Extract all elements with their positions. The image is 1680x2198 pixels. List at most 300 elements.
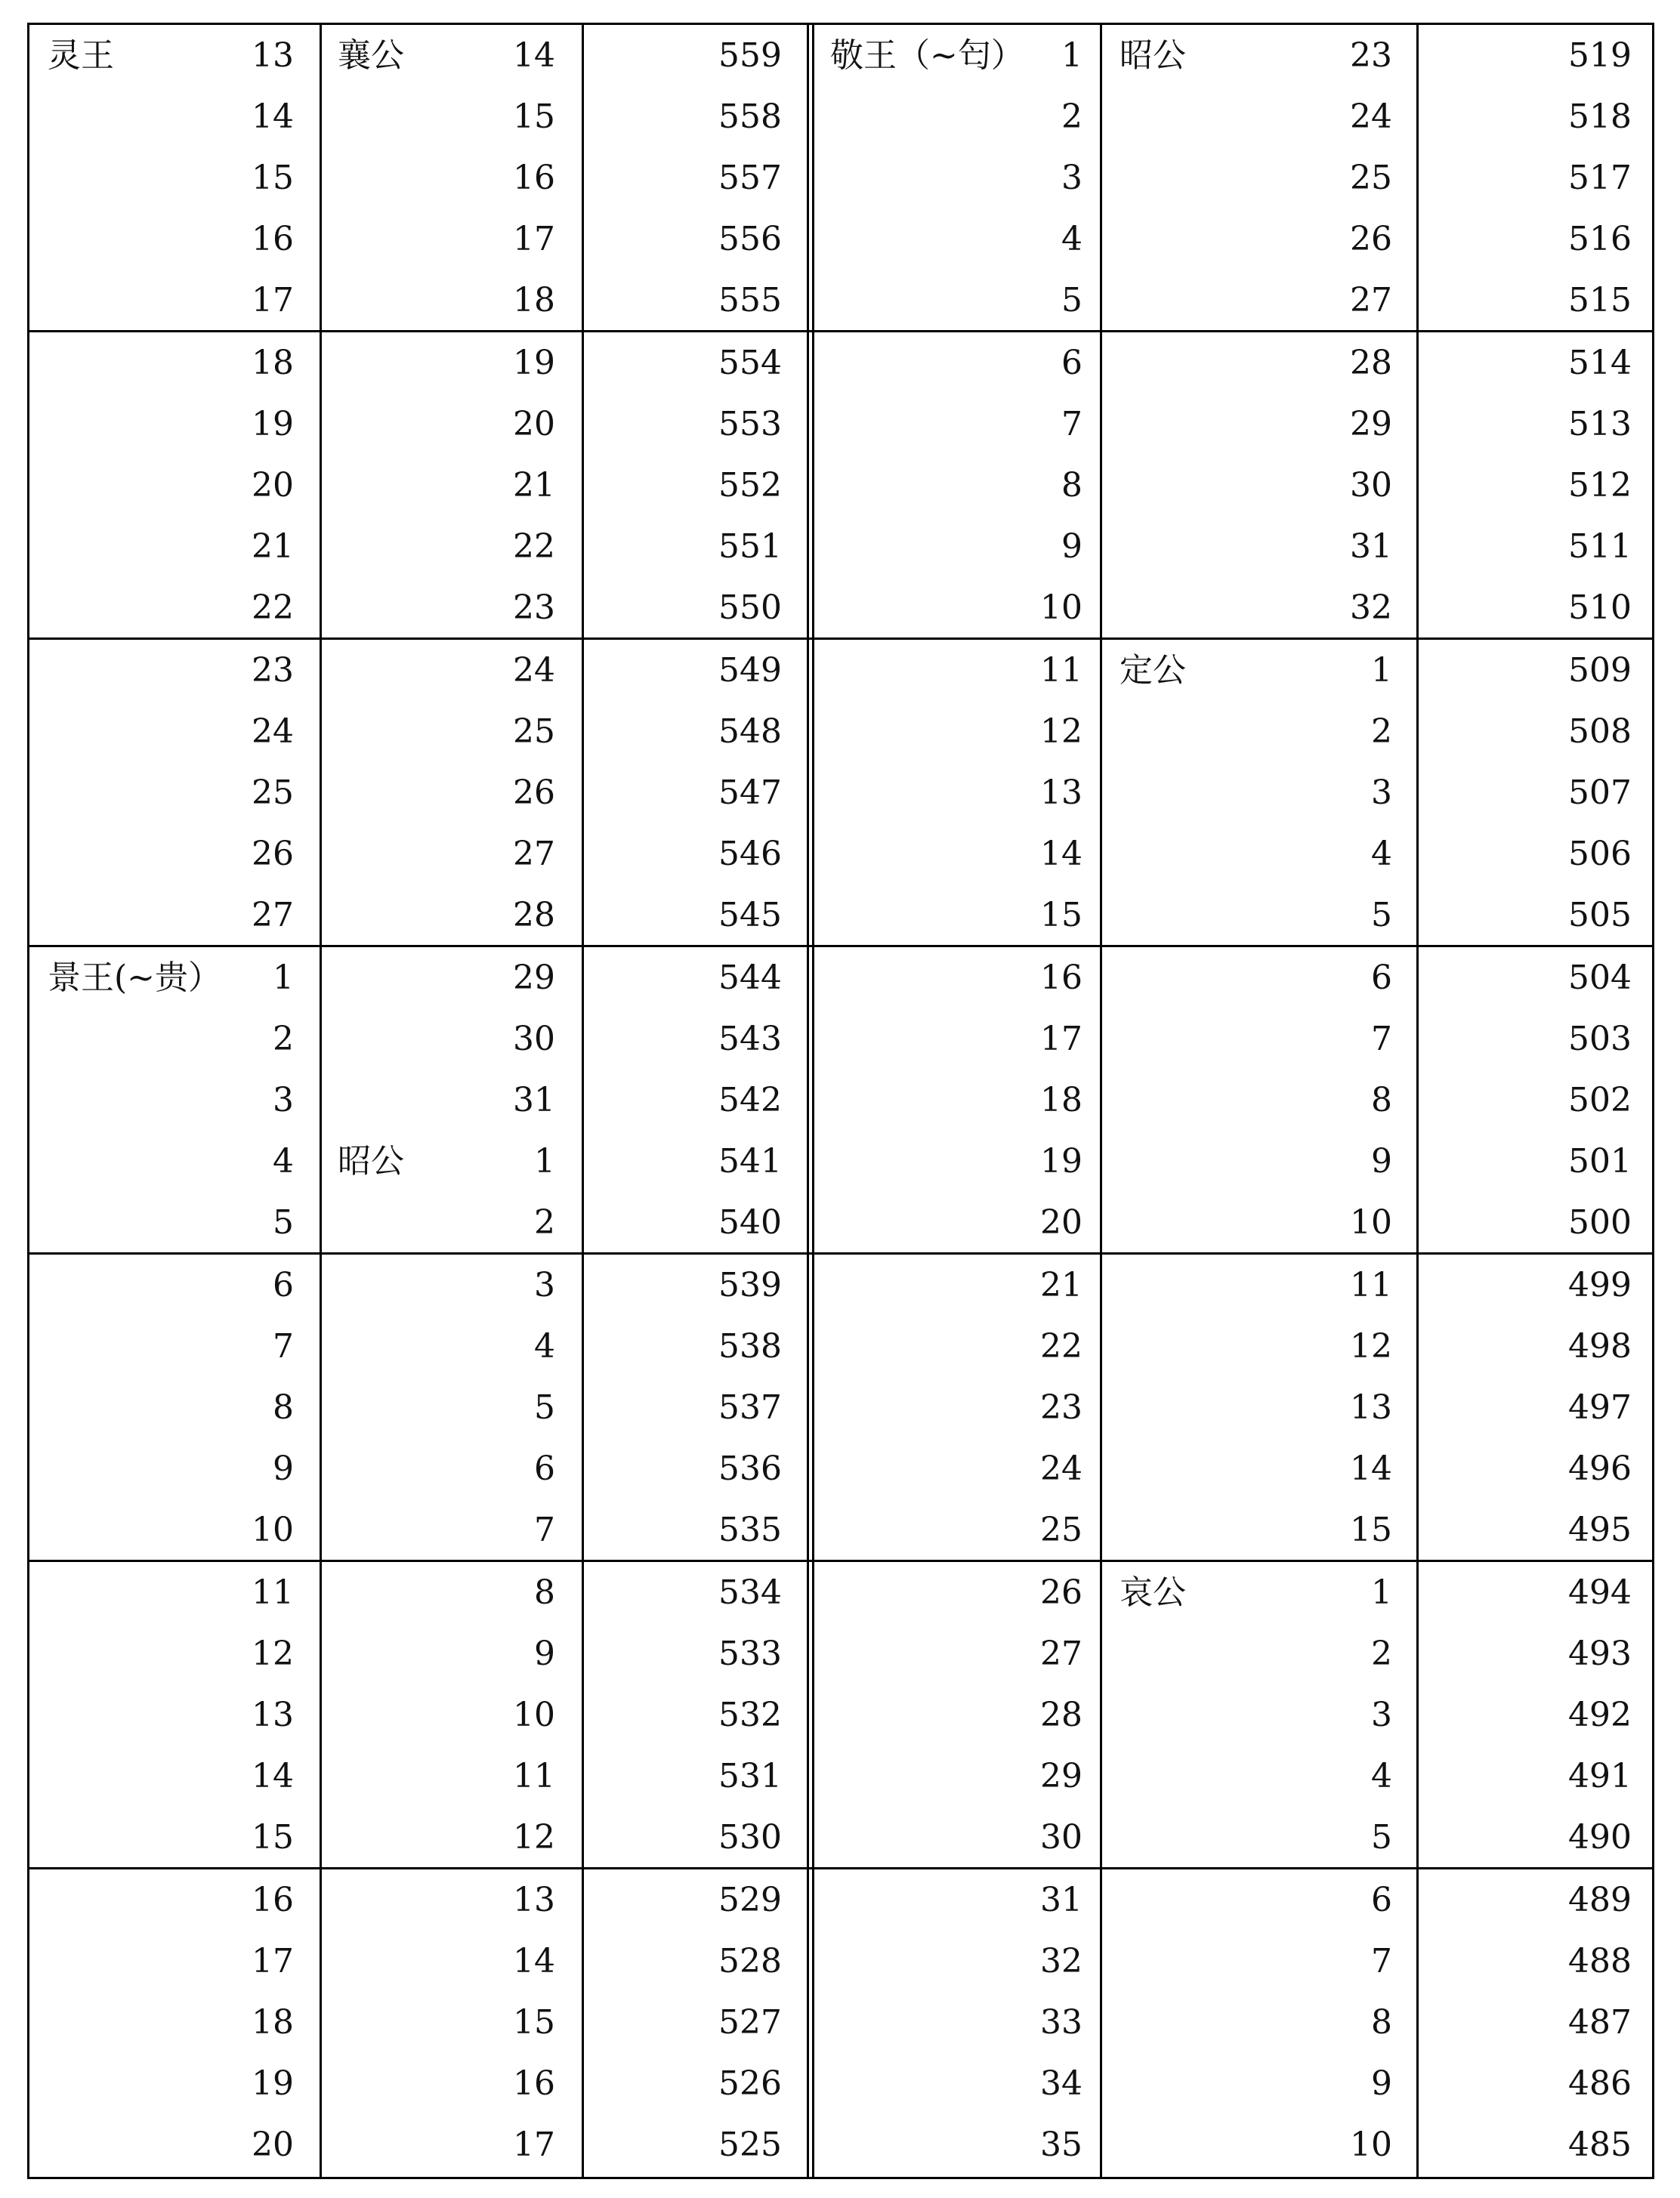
king-name-cell: [48, 208, 259, 270]
bc-year-cell: 496: [1568, 1449, 1632, 1488]
bc-year-cell: 530: [718, 1818, 782, 1857]
bc-year-cell: 542: [718, 1081, 782, 1119]
duke-year-cell: 4: [1371, 835, 1392, 873]
bc-year-cell: 497: [1568, 1388, 1632, 1427]
bc-year-cell: 499: [1568, 1266, 1632, 1304]
king-year-cell: 6: [1061, 344, 1082, 382]
table-row: [29, 332, 1652, 394]
king-name-cell: [830, 701, 1034, 762]
bc-year-cell: 551: [718, 527, 782, 566]
duke-year-cell: 9: [534, 1635, 555, 1673]
duke-year-cell: 6: [1371, 959, 1392, 997]
bc-year-cell: 554: [718, 344, 782, 382]
king-year-cell: 3: [273, 1081, 294, 1119]
bc-year-cell: 513: [1568, 405, 1632, 443]
duke-year-cell: 3: [1371, 773, 1392, 812]
king-name-cell: [48, 701, 259, 762]
table-block: [29, 640, 1652, 947]
duke-year-cell: 13: [1350, 1388, 1392, 1427]
duke-year-cell: 24: [1350, 97, 1392, 136]
duke-year-cell: 26: [1350, 220, 1392, 258]
king-year-cell: 11: [252, 1573, 294, 1612]
table-row: [29, 1807, 1652, 1868]
duke-name-cell: [1119, 516, 1301, 577]
bc-year-cell: 526: [718, 2064, 782, 2103]
king-name-cell: [830, 1684, 1034, 1746]
king-year-cell: 16: [252, 1881, 294, 1919]
duke-year-cell: 32: [1350, 588, 1392, 627]
duke-name-cell: 襄公: [338, 36, 404, 75]
duke-year-cell: 31: [1350, 527, 1392, 566]
king-name-cell: [830, 1192, 1034, 1253]
bc-year-cell: 506: [1568, 835, 1632, 873]
king-year-cell: 15: [252, 159, 294, 197]
king-year-cell: 25: [1040, 1511, 1082, 1549]
duke-name-cell: [1119, 1623, 1301, 1684]
bc-year-cell: 514: [1568, 344, 1632, 382]
table-row: [29, 1192, 1652, 1253]
bc-year-cell: 536: [718, 1449, 782, 1488]
king-year-cell: 19: [252, 405, 294, 443]
bc-year-cell: 507: [1568, 773, 1632, 812]
duke-year-cell: 6: [534, 1449, 555, 1488]
king-year-cell: 1: [273, 959, 294, 997]
duke-year-cell: 11: [1350, 1266, 1392, 1304]
king-year-cell: 9: [273, 1449, 294, 1488]
king-name-cell: [830, 762, 1034, 823]
duke-name-cell: [1119, 1070, 1301, 1131]
bc-year-cell: 518: [1568, 97, 1632, 136]
king-name-cell: [830, 332, 1034, 394]
king-year-cell: 24: [1040, 1449, 1082, 1488]
duke-name-cell: [1119, 1746, 1301, 1807]
king-year-cell: 22: [252, 588, 294, 627]
king-year-cell: 8: [1061, 466, 1082, 505]
king-year-cell: 35: [1040, 2125, 1082, 2164]
king-name-cell: [830, 2114, 1034, 2175]
duke-year-cell: 3: [1371, 1696, 1392, 1734]
bc-year-cell: 556: [718, 220, 782, 258]
duke-name-cell: [1119, 1931, 1301, 1992]
duke-year-cell: 8: [1371, 1081, 1392, 1119]
king-name-cell: [48, 1684, 259, 1746]
table-row: [29, 2114, 1652, 2175]
duke-year-cell: 15: [1350, 1511, 1392, 1549]
duke-name-cell: 昭公: [1119, 36, 1186, 75]
king-year-cell: 7: [1061, 405, 1082, 443]
duke-name-cell: [1119, 147, 1301, 208]
king-name-cell: [48, 1931, 259, 1992]
duke-year-cell: 28: [1350, 344, 1392, 382]
duke-year-cell: 13: [513, 1881, 555, 1919]
duke-year-cell: 25: [513, 712, 555, 751]
king-name-cell: [830, 1438, 1034, 1499]
bc-year-cell: 490: [1568, 1818, 1632, 1857]
column-rule: [1416, 25, 1419, 2177]
king-name-cell: 景王(~贵）: [48, 959, 222, 997]
table-row: [29, 2053, 1652, 2114]
king-name-cell: [830, 394, 1034, 455]
king-year-cell: 3: [1061, 159, 1082, 197]
duke-name-cell: [1119, 701, 1301, 762]
bc-year-cell: 558: [718, 97, 782, 136]
king-name-cell: [48, 1255, 259, 1316]
bc-year-cell: 493: [1568, 1635, 1632, 1673]
duke-year-cell: 9: [1371, 1142, 1392, 1181]
king-name-cell: [830, 1070, 1034, 1131]
duke-year-cell: 2: [1371, 712, 1392, 751]
bc-year-cell: 508: [1568, 712, 1632, 751]
bc-year-cell: 495: [1568, 1511, 1632, 1549]
king-name-cell: [830, 270, 1034, 331]
chronology-table: [27, 23, 1654, 2179]
bc-year-cell: 485: [1568, 2125, 1632, 2164]
bc-year-cell: 532: [718, 1696, 782, 1734]
duke-year-cell: 10: [1350, 1203, 1392, 1242]
duke-year-cell: 17: [513, 2125, 555, 2164]
king-year-cell: 15: [252, 1818, 294, 1857]
king-year-cell: 23: [252, 651, 294, 690]
bc-year-cell: 515: [1568, 281, 1632, 320]
duke-name-cell: [1119, 1438, 1301, 1499]
table-row: [29, 701, 1652, 762]
king-name-cell: [48, 455, 259, 516]
duke-year-cell: 14: [513, 36, 555, 75]
king-name-cell: [48, 1869, 259, 1931]
king-year-cell: 25: [252, 773, 294, 812]
king-year-cell: 23: [1040, 1388, 1082, 1427]
duke-name-cell: [1119, 1499, 1301, 1561]
king-name-cell: [830, 208, 1034, 270]
king-year-cell: 19: [252, 2064, 294, 2103]
duke-year-cell: 10: [513, 1696, 555, 1734]
king-name-cell: [830, 947, 1034, 1008]
bc-year-cell: 509: [1568, 651, 1632, 690]
bc-year-cell: 543: [718, 1020, 782, 1058]
bc-year-cell: 525: [718, 2125, 782, 2164]
duke-year-cell: 28: [513, 896, 555, 934]
duke-year-cell: 5: [1371, 1818, 1392, 1857]
king-year-cell: 13: [252, 1696, 294, 1734]
duke-year-cell: 26: [513, 773, 555, 812]
bc-year-cell: 544: [718, 959, 782, 997]
duke-year-cell: 22: [513, 527, 555, 566]
bc-year-cell: 501: [1568, 1142, 1632, 1181]
duke-name-cell: [1119, 1869, 1301, 1931]
table-row: [29, 947, 1652, 1008]
king-name-cell: [48, 2053, 259, 2114]
bc-year-cell: 487: [1568, 2003, 1632, 2042]
bc-year-cell: 517: [1568, 159, 1632, 197]
table-row: [29, 270, 1652, 331]
duke-name-cell: [1119, 1316, 1301, 1377]
king-year-cell: 17: [252, 281, 294, 320]
duke-name-cell: [1119, 823, 1301, 884]
king-name-cell: [830, 1931, 1034, 1992]
king-name-cell: 灵王: [48, 36, 114, 75]
duke-year-cell: 19: [513, 344, 555, 382]
table-block: [29, 25, 1652, 332]
duke-year-cell: 25: [1350, 159, 1392, 197]
table-block: [29, 1562, 1652, 1869]
duke-name-cell: [1119, 208, 1301, 270]
king-name-cell: [830, 86, 1034, 147]
king-year-cell: 34: [1040, 2064, 1082, 2103]
bc-year-cell: 557: [718, 159, 782, 197]
bc-year-cell: 535: [718, 1511, 782, 1549]
table-row: [29, 1931, 1652, 1992]
bc-year-cell: 546: [718, 835, 782, 873]
king-name-cell: [830, 577, 1034, 638]
king-year-cell: 14: [252, 97, 294, 136]
king-year-cell: 20: [1040, 1203, 1082, 1242]
duke-name-cell: [1119, 1008, 1301, 1070]
duke-name-cell: [1119, 1131, 1301, 1192]
king-name-cell: [830, 1562, 1034, 1623]
king-name-cell: [48, 1070, 259, 1131]
table-row: [29, 1499, 1652, 1561]
duke-year-cell: 6: [1371, 1881, 1392, 1919]
bc-year-cell: 489: [1568, 1881, 1632, 1919]
duke-year-cell: 14: [1350, 1449, 1392, 1488]
king-name-cell: [830, 516, 1034, 577]
king-year-cell: 6: [273, 1266, 294, 1304]
duke-year-cell: 12: [1350, 1327, 1392, 1366]
king-name-cell: [48, 332, 259, 394]
king-name-cell: [48, 1623, 259, 1684]
duke-name-cell: [1119, 1192, 1301, 1253]
king-name-cell: [830, 884, 1034, 946]
king-year-cell: 19: [1040, 1142, 1082, 1181]
duke-year-cell: 8: [534, 1573, 555, 1612]
bc-year-cell: 486: [1568, 2064, 1632, 2103]
king-name-cell: [830, 1499, 1034, 1561]
duke-year-cell: 30: [1350, 466, 1392, 505]
king-year-cell: 7: [273, 1327, 294, 1366]
king-year-cell: 14: [1040, 835, 1082, 873]
king-name-cell: [48, 2114, 259, 2175]
king-name-cell: [48, 884, 259, 946]
bc-year-cell: 491: [1568, 1757, 1632, 1795]
duke-year-cell: 23: [513, 588, 555, 627]
table-row: [29, 577, 1652, 638]
bc-year-cell: 528: [718, 1942, 782, 1980]
duke-name-cell: [1119, 332, 1301, 394]
king-year-cell: 18: [1040, 1081, 1082, 1119]
king-year-cell: 33: [1040, 2003, 1082, 2042]
bc-year-cell: 529: [718, 1881, 782, 1919]
duke-year-cell: 27: [1350, 281, 1392, 320]
duke-name-cell: 定公: [1119, 651, 1186, 690]
king-year-cell: 32: [1040, 1942, 1082, 1980]
duke-year-cell: 7: [1371, 1020, 1392, 1058]
king-year-cell: 20: [252, 2125, 294, 2164]
duke-year-cell: 31: [513, 1081, 555, 1119]
duke-name-cell: [1119, 1807, 1301, 1868]
king-name-cell: [830, 1807, 1034, 1868]
table-row: [29, 455, 1652, 516]
bc-year-cell: 545: [718, 896, 782, 934]
king-name-cell: [830, 1746, 1034, 1807]
king-name-cell: [830, 1992, 1034, 2053]
king-year-cell: 30: [1040, 1818, 1082, 1857]
duke-year-cell: 2: [1371, 1635, 1392, 1673]
king-name-cell: [48, 1746, 259, 1807]
duke-name-cell: [1119, 455, 1301, 516]
king-year-cell: 16: [1040, 959, 1082, 997]
column-rule: [1100, 25, 1102, 2177]
king-year-cell: 31: [1040, 1881, 1082, 1919]
duke-year-cell: 1: [1371, 651, 1392, 690]
duke-name-cell: 昭公: [338, 1142, 404, 1181]
bc-year-cell: 492: [1568, 1696, 1632, 1734]
table-block: [29, 332, 1652, 640]
king-year-cell: 17: [1040, 1020, 1082, 1058]
duke-year-cell: 16: [513, 2064, 555, 2103]
duke-year-cell: 7: [534, 1511, 555, 1549]
table-row: [29, 516, 1652, 577]
bc-year-cell: 502: [1568, 1081, 1632, 1119]
bc-year-cell: 549: [718, 651, 782, 690]
bc-year-cell: 538: [718, 1327, 782, 1366]
table-row: [29, 1131, 1652, 1192]
king-name-cell: [48, 577, 259, 638]
king-year-cell: 21: [1040, 1266, 1082, 1304]
bc-year-cell: 533: [718, 1635, 782, 1673]
king-year-cell: 4: [1061, 220, 1082, 258]
king-name-cell: [48, 270, 259, 331]
bc-year-cell: 527: [718, 2003, 782, 2042]
king-year-cell: 28: [1040, 1696, 1082, 1734]
king-name-cell: [48, 394, 259, 455]
king-year-cell: 27: [252, 896, 294, 934]
table-row: [29, 1623, 1652, 1684]
king-name-cell: [48, 1562, 259, 1623]
table-row: [29, 1684, 1652, 1746]
bc-year-cell: 553: [718, 405, 782, 443]
table-row: [29, 1377, 1652, 1438]
duke-year-cell: 1: [1371, 1573, 1392, 1612]
king-name-cell: [48, 1992, 259, 2053]
bc-year-cell: 516: [1568, 220, 1632, 258]
king-name-cell: [830, 1377, 1034, 1438]
duke-year-cell: 5: [534, 1388, 555, 1427]
bc-year-cell: 555: [718, 281, 782, 320]
table-block: [29, 1869, 1652, 2177]
duke-year-cell: 5: [1371, 896, 1392, 934]
king-year-cell: 4: [273, 1142, 294, 1181]
king-name-cell: [830, 1008, 1034, 1070]
king-name-cell: [48, 86, 259, 147]
king-name-cell: [48, 1499, 259, 1561]
king-name-cell: [830, 640, 1034, 701]
duke-year-cell: 27: [513, 835, 555, 873]
duke-year-cell: 16: [513, 159, 555, 197]
duke-year-cell: 30: [513, 1020, 555, 1058]
king-name-cell: [830, 147, 1034, 208]
table-row: [29, 1255, 1652, 1316]
king-name-cell: [48, 1192, 259, 1253]
table-row: [29, 762, 1652, 823]
column-rule: [320, 25, 322, 2177]
bc-year-cell: 541: [718, 1142, 782, 1181]
king-year-cell: 15: [1040, 896, 1082, 934]
duke-year-cell: 15: [513, 97, 555, 136]
bc-year-cell: 505: [1568, 896, 1632, 934]
king-name-cell: [48, 1438, 259, 1499]
duke-year-cell: 17: [513, 220, 555, 258]
table-row: [29, 1438, 1652, 1499]
king-year-cell: 2: [273, 1020, 294, 1058]
bc-year-cell: 503: [1568, 1020, 1632, 1058]
duke-year-cell: 7: [1371, 1942, 1392, 1980]
bc-year-cell: 498: [1568, 1327, 1632, 1366]
king-year-cell: 26: [252, 835, 294, 873]
bc-year-cell: 510: [1568, 588, 1632, 627]
duke-year-cell: 8: [1371, 2003, 1392, 2042]
king-year-cell: 14: [252, 1757, 294, 1795]
king-year-cell: 24: [252, 712, 294, 751]
king-year-cell: 13: [1040, 773, 1082, 812]
king-year-cell: 22: [1040, 1327, 1082, 1366]
table-row: [29, 884, 1652, 946]
king-year-cell: 8: [273, 1388, 294, 1427]
king-year-cell: 20: [252, 466, 294, 505]
duke-year-cell: 24: [513, 651, 555, 690]
duke-year-cell: 4: [1371, 1757, 1392, 1795]
king-year-cell: 29: [1040, 1757, 1082, 1795]
king-name-cell: [48, 1377, 259, 1438]
king-name-cell: [830, 1869, 1034, 1931]
bc-year-cell: 552: [718, 466, 782, 505]
duke-name-cell: [1119, 1684, 1301, 1746]
duke-name-cell: [1119, 2053, 1301, 2114]
duke-year-cell: 21: [513, 466, 555, 505]
duke-year-cell: 18: [513, 281, 555, 320]
duke-name-cell: [1119, 947, 1301, 1008]
table-block: [29, 1255, 1652, 1562]
duke-name-cell: [1119, 762, 1301, 823]
table-row: [29, 208, 1652, 270]
duke-year-cell: 1: [534, 1142, 555, 1181]
king-year-cell: 12: [1040, 712, 1082, 751]
king-year-cell: 16: [252, 220, 294, 258]
bc-year-cell: 488: [1568, 1942, 1632, 1980]
duke-year-cell: 11: [513, 1757, 555, 1795]
bc-year-cell: 519: [1568, 36, 1632, 75]
bc-year-cell: 537: [718, 1388, 782, 1427]
duke-name-cell: [1119, 86, 1301, 147]
duke-year-cell: 20: [513, 405, 555, 443]
duke-year-cell: 10: [1350, 2125, 1392, 2164]
duke-year-cell: 15: [513, 2003, 555, 2042]
table-row: [29, 86, 1652, 147]
table-row: [29, 394, 1652, 455]
table-row: [29, 640, 1652, 701]
duke-year-cell: 14: [513, 1942, 555, 1980]
table-row: [29, 1992, 1652, 2053]
king-name-cell: [48, 516, 259, 577]
king-year-cell: 13: [252, 36, 294, 75]
king-year-cell: 11: [1040, 651, 1082, 690]
duke-name-cell: [1119, 1377, 1301, 1438]
king-year-cell: 5: [1061, 281, 1082, 320]
bc-year-cell: 512: [1568, 466, 1632, 505]
table-row: [29, 1008, 1652, 1070]
king-year-cell: 26: [1040, 1573, 1082, 1612]
king-year-cell: 21: [252, 527, 294, 566]
bc-year-cell: 534: [718, 1573, 782, 1612]
